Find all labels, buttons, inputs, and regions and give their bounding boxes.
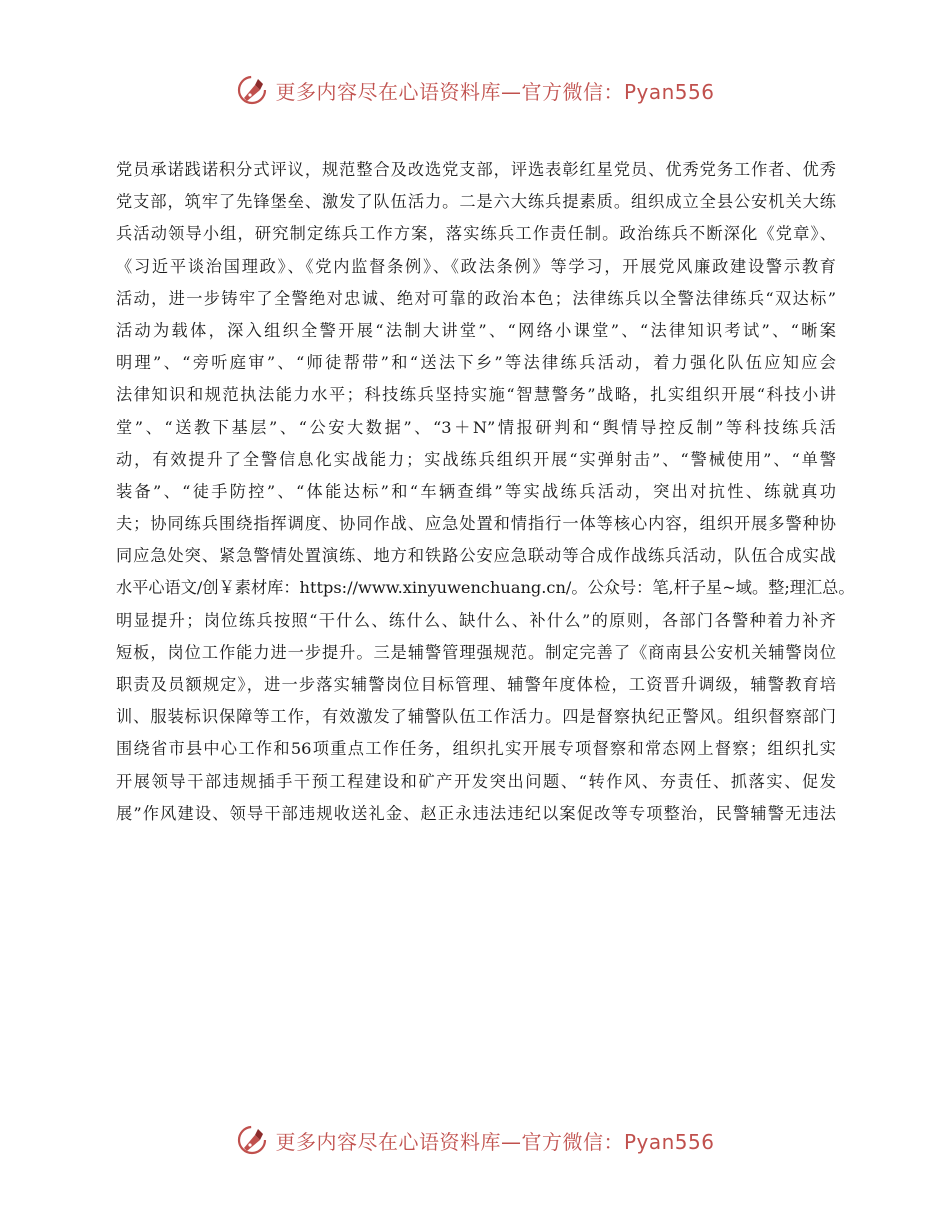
body-line: 开展领导干部违规插手干预工程建设和矿产开发突出问题、“转作风、夯责任、抓落实、促发 xyxy=(116,771,836,791)
body-line: 《习近平谈治国理政》、《党内监督条例》、《政法条例》等学习，开展党风廉政建设警示教育 xyxy=(116,256,836,276)
body-line: 法律知识和规范执法能力水平；科技练兵坚持实施“智慧警务”战略，扎实组织开展“科技小讲 xyxy=(116,385,836,405)
body-line: 活动，进一步铸牢了全警绝对忠诚、绝对可靠的政治本色；法律练兵以全警法律练兵“双达标” xyxy=(116,288,836,308)
body-line: 展”作风建设、领导干部违规收送礼金、赵正永违法违纪以案促改等专项整治，民警辅警无违法 xyxy=(116,803,836,823)
body-line: 明理”、“旁听庭审”、“师徒帮带”和“送法下乡”等法律练兵活动，着力强化队伍应知应会 xyxy=(116,353,836,373)
body-line: 短板，岗位工作能力进一步提升。三是辅警管理强规范。制定完善了《商南县公安机关辅警岗位 xyxy=(116,642,836,662)
body-line: 训、服装标识保障等工作，有效激发了辅警队伍工作活力。四是督察执纪正警风。组织督察部门 xyxy=(116,707,836,727)
body-line: 活动为载体，深入组织全警开展“法制大讲堂”、“网络小课堂”、“法律知识考试”、“晰案 xyxy=(116,320,836,340)
body-line: 党支部，筑牢了先锋堡垒、激发了队伍活力。二是六大练兵提素质。组织成立全县公安机关大练 xyxy=(116,192,836,212)
body-line: 围绕省市县中心工作和56项重点工作任务，组织扎实开展专项督察和常态网上督察；组织扎实 xyxy=(116,739,836,759)
body-line: 党员承诺践诺积分式评议，规范整合及改选党支部，评选表彰红星党员、优秀党务工作者、优秀 xyxy=(116,160,836,179)
body-line: 动，有效提升了全警信息化实战能力；实战练兵组织开展“实弹射击”、“警械使用”、“单警 xyxy=(116,449,836,469)
body-line: 堂”、“送教下基层”、“公安大数据”、“3＋N”情报研判和“舆情导控反制”等科技练兵活 xyxy=(116,417,836,437)
body-line: 同应急处突、紧急警情处置演练、地方和铁路公安应急联动等合成作战练兵活动，队伍合成实战 xyxy=(116,546,836,566)
body-line: 兵活动领导小组，研究制定练兵工作方案，落实练兵工作责任制。政治练兵不断深化《党章》、 xyxy=(116,224,836,244)
banner-text: 更多内容尽在心语资料库—官方微信：Pyan556 xyxy=(275,1129,715,1154)
body-line: 夫；协同练兵围绕指挥调度、协同作战、应急处置和情指行一体等核心内容，组织开展多警种协 xyxy=(116,514,836,534)
body-line: 装备”、“徒手防控”、“体能达标”和“车辆查缉”等实战练兵活动，突出对抗性、练就真功 xyxy=(116,481,836,501)
banner-text: 更多内容尽在心语资料库—官方微信：Pyan556 xyxy=(275,79,715,104)
body-line: 明显提升；岗位练兵按照“干什么、练什么、缺什么、补什么”的原则，各部门各警种着力补齐 xyxy=(116,610,836,630)
body-line-with-link: 水平心语文/创￥素材库：https://www.xinyuwenchuang.cn/。公众号：笔,杆子星~域。整;理汇总。 xyxy=(116,578,855,598)
pen-nib-logo-icon xyxy=(235,73,269,107)
body-line: 职责及员额规定》，进一步落实辅警岗位目标管理、辅警年度体检，工资晋升调级，辅警教育培 xyxy=(116,675,836,694)
document-body xyxy=(116,154,855,830)
footer-banner xyxy=(0,1120,950,1160)
pen-nib-logo-icon xyxy=(235,1123,269,1157)
header-banner xyxy=(0,70,950,110)
